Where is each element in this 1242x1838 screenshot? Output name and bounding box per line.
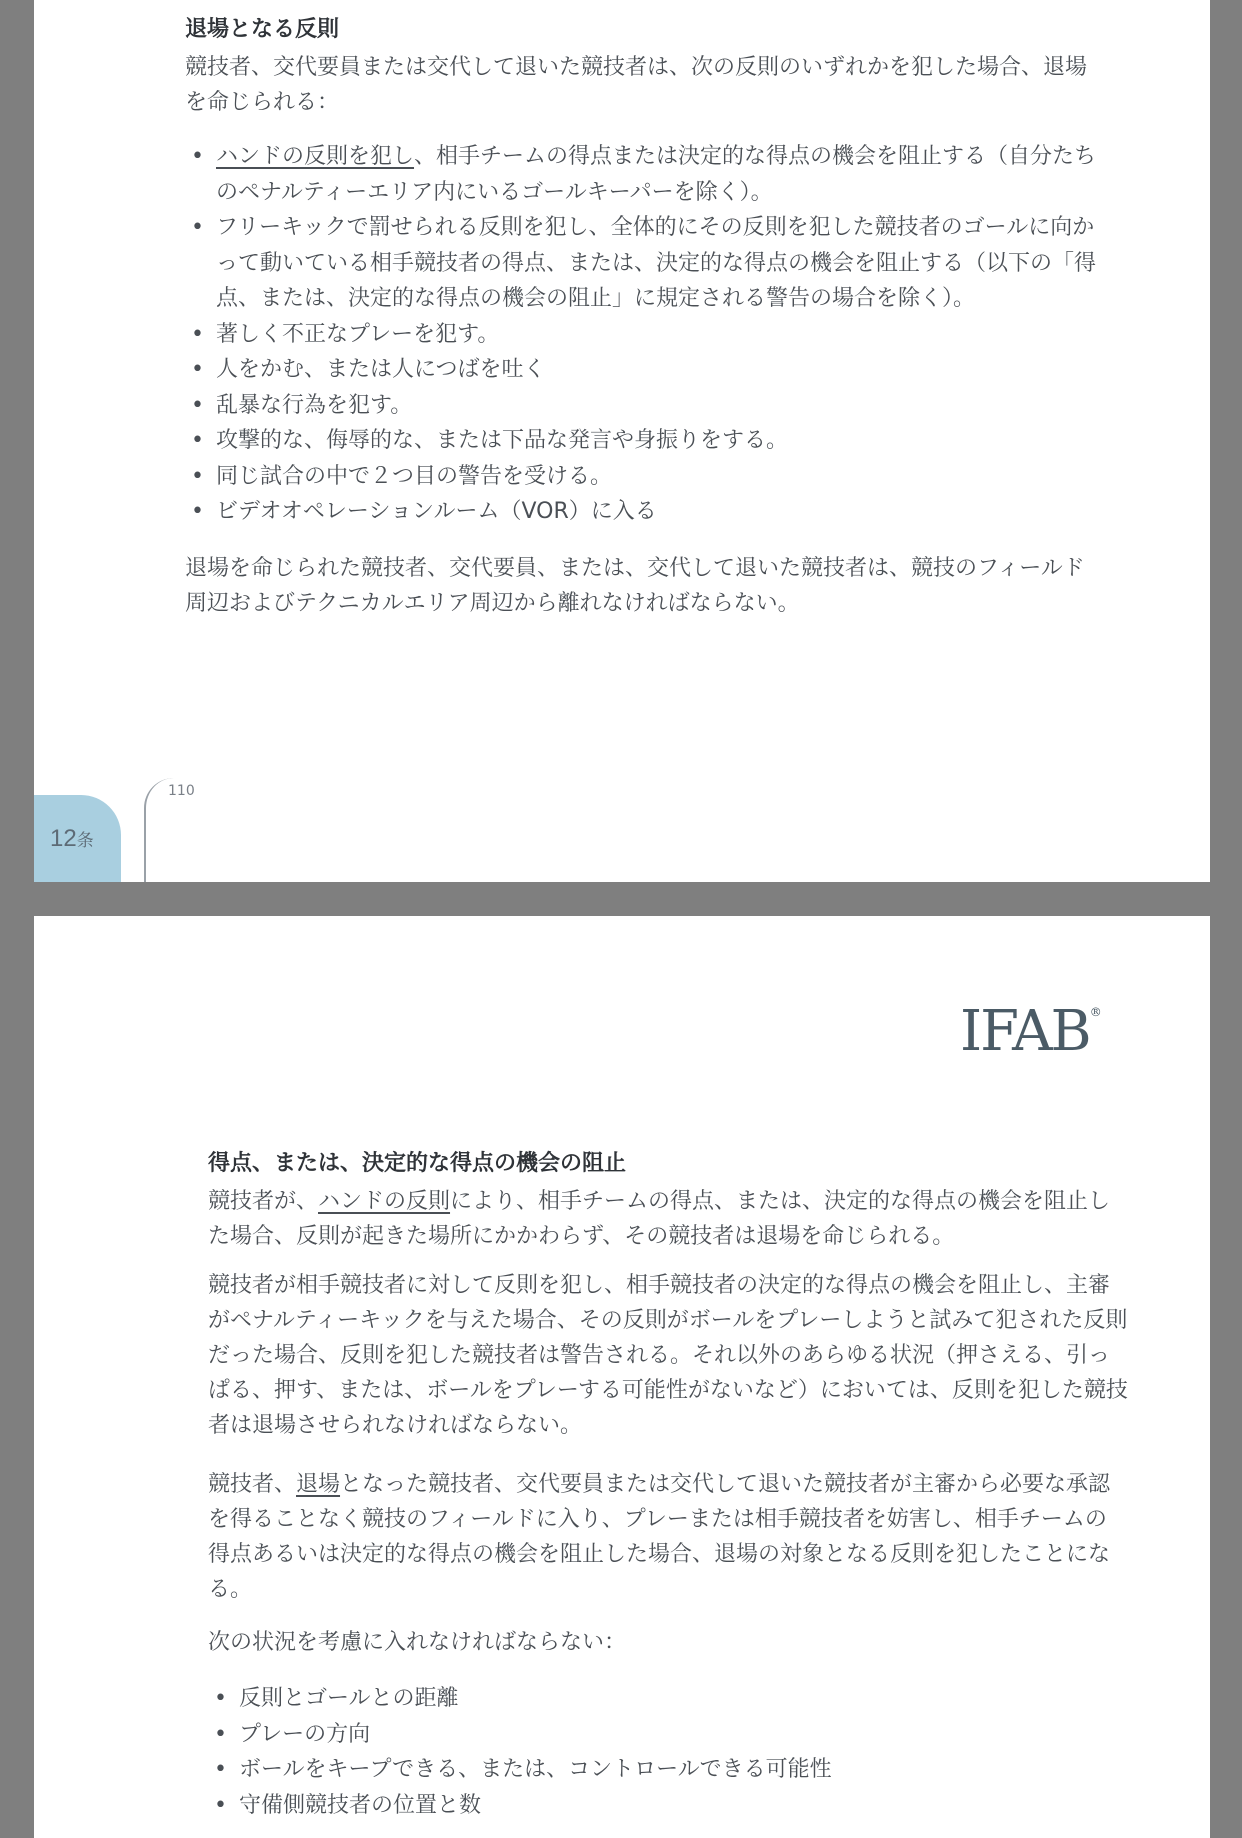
list-item-text: 同じ試合の中で２つ目の警告を受ける。 — [216, 463, 613, 489]
section-heading: 退場となる反則 — [185, 17, 340, 42]
list-item-text: 攻撃的な、侮辱的な、または下品な発言や身振りをする。 — [216, 428, 789, 453]
page-number: 110 — [168, 783, 195, 799]
list-item — [185, 388, 1105, 424]
list-item — [185, 352, 1105, 388]
law-tab[interactable] — [34, 795, 121, 882]
list-item — [185, 317, 1105, 353]
list-item — [185, 210, 1105, 317]
list-item-text: 、相手チームの得点または決定的な得点の機会を阻止する（自分たちのペナルティーエリア内にいるゴールキーパーを除く）。 — [216, 144, 1097, 205]
list-item: • ボールをキープできる、または、コントロールできる可能性 — [208, 1752, 1128, 1788]
list-item — [185, 494, 1105, 530]
list-item — [185, 423, 1105, 459]
logo-text: IFAB — [960, 999, 1090, 1064]
page-110 — [34, 0, 1210, 882]
paragraph: 競技者が相手競技者に対して反則を犯し、相手競技者の決定的な得点の機会を阻止し、主審がペナルティーキックを与えた場合、その反則がボールをプレーしようと試みて犯された反則だった場合、反則を犯した競技者は警告される。それ以外のあらゆる状況（押さえる、引っぱる、押す、または、ボールをプレーする可能性がないなど）においては、反則を犯した競技者は退場させられなければならない。 — [208, 1273, 1128, 1438]
paragraph: 次の状況を考慮に入れなければならない： — [208, 1630, 627, 1655]
list-item-text: フリーキックで罰せられる反則を犯し、全体的にその反則を犯した競技者のゴールに向かって動いている相手競技者の得点、または、決定的な得点の機会を阻止する（以下の「得点、または、決定的な得点の機会の阻止」に規定される警告の場合を除く）。 — [216, 215, 1097, 311]
law-suffix: 条 — [76, 831, 94, 850]
section-heading: 得点、または、決定的な得点の機会の阻止 — [208, 1151, 627, 1176]
list-item: • 守備側競技者の位置と数 — [208, 1788, 1128, 1824]
list-item-text: 乱暴な行為を犯す。 — [216, 392, 413, 418]
list-item — [185, 139, 1105, 210]
text-run: となった競技者、交代要員または交代して退いた競技者が主審から必要な承認を得ることなく競技のフィールドに入り、プレーまたは相手競技者を妨害し、相手チームの得点あるいは決定的な得点の機会を阻止した場合、退場の対象となる反則を犯したことになる。 — [208, 1472, 1111, 1602]
considerations-list — [208, 1681, 1128, 1823]
offence-list — [185, 139, 1105, 530]
intro-paragraph: 競技者、交代要員または交代して退いた競技者は、次の反則のいずれかを犯した場合、退場を命じられる： — [185, 55, 1088, 115]
handball-link[interactable]: ハンドの反則を犯し — [216, 144, 415, 169]
list-item: • プレーの方向 — [208, 1717, 1128, 1753]
list-item: • 反則とゴールとの距離 — [208, 1681, 1128, 1717]
closing-paragraph: 退場を命じられた競技者、交代要員、または、交代して退いた競技者は、競技のフィールド周辺およびテクニカルエリア周辺から離れなければならない。 — [185, 556, 1085, 616]
list-item — [185, 459, 1105, 495]
paragraph — [208, 1467, 1128, 1607]
text-run: 競技者、 — [208, 1472, 297, 1497]
law-number: 12 — [50, 825, 77, 852]
sending-off-link[interactable]: 退場 — [296, 1472, 341, 1497]
ifab-logo — [960, 982, 1102, 1062]
paragraph — [208, 1184, 1128, 1254]
text-run: 競技者が、 — [208, 1189, 319, 1214]
list-item-text: ビデオオペレーションルーム（VOR）に入る — [216, 499, 657, 524]
registered-mark: ® — [1089, 1005, 1102, 1019]
text-run: により、相手チームの得点、または、決定的な得点の機会を阻止した場合、反則が起きた場所にかかわらず、その競技者は退場を命じられる。 — [208, 1189, 1111, 1249]
handball-link[interactable]: ハンドの反則 — [318, 1189, 451, 1214]
list-item-text: 人をかむ、または人につばを吐く — [216, 357, 546, 382]
list-item-text: 著しく不正なプレーを犯す。 — [216, 321, 500, 347]
page-111 — [34, 916, 1210, 1838]
law-tab-label — [50, 825, 94, 853]
